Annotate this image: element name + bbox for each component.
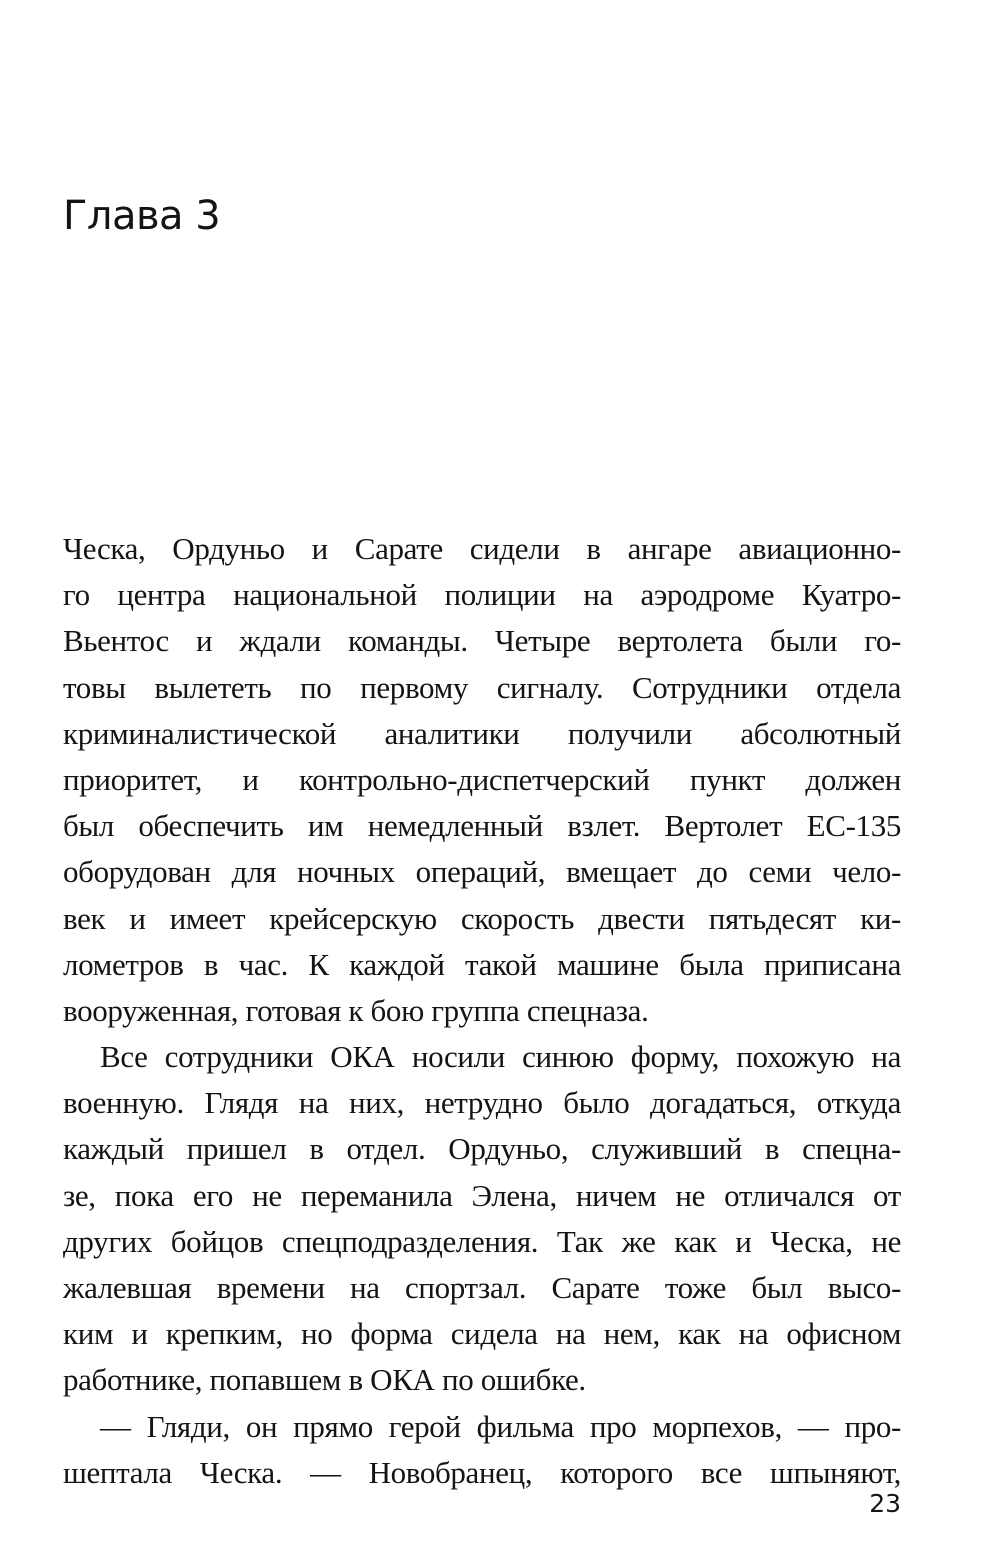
text-line-paragraph-start: Все сотрудники ОКА носили синюю форму, похожую на [100, 1039, 901, 1075]
text-line-paragraph-end: вооруженная, готовая к бою группа спецназа. [63, 992, 649, 1028]
text-line: был обеспечить им немедленный взлет. Вертолет EC-135 [63, 808, 901, 844]
text-line: ким и крепким, но форма сидела на нем, как на офисном [63, 1316, 901, 1352]
text-line-paragraph-start: — Гляди, он прямо герой фильма про морпехов, — про- [100, 1408, 901, 1444]
text-line: зе, пока его не переманила Элена, ничем не отличался от [63, 1177, 901, 1213]
text-line: военную. Глядя на них, нетрудно было догадаться, откуда [63, 1085, 901, 1121]
text-line: товы вылететь по первому сигналу. Сотрудники отдела [63, 669, 901, 705]
text-line: жалевшая времени на спортзал. Сарате тоже был высо- [63, 1270, 901, 1305]
chapter-body-text [63, 526, 901, 1496]
text-line-paragraph-end: работнике, попавшем в ОКА по ошибке. [63, 1362, 586, 1398]
text-line: го центра национальной полиции на аэродроме Куатро- [63, 577, 901, 613]
text-line: каждый пришел в отдел. Ордуньо, служивший в спецна- [63, 1131, 901, 1167]
text-line: криминалистической аналитики получили абсолютный [63, 715, 901, 751]
text-line: век и имеет крейсерскую скорость двести пятьдесят ки- [63, 900, 901, 936]
text-line: шептала Ческа. — Новобранец, которого все шпыняют, [63, 1454, 901, 1490]
text-line: Вьентос и ждали команды. Четыре вертолета были го- [63, 623, 901, 659]
page-number: 23 [869, 1489, 901, 1518]
text-line: оборудован для ночных операций, вмещает до семи чело- [63, 854, 901, 890]
text-line: лометров в час. К каждой такой машине была приписана [63, 946, 901, 982]
text-line: Ческа, Ордуньо и Сарате сидели в ангаре авиационно- [63, 531, 901, 566]
chapter-title: Глава 3 [63, 193, 221, 239]
text-line: других бойцов спецподразделения. Так же как и Ческа, не [63, 1223, 901, 1259]
text-line: приоритет, и контрольно-диспетчерский пункт должен [63, 761, 901, 797]
